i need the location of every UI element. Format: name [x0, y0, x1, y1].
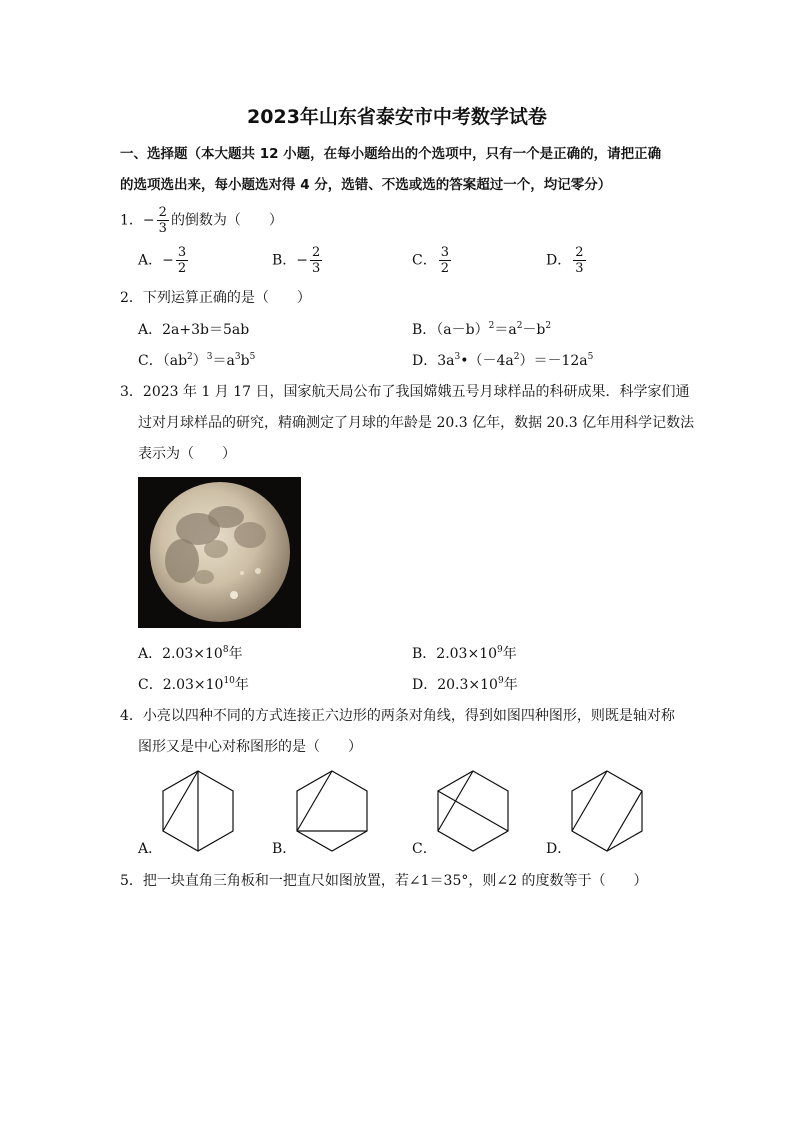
fraction: $\frac{2}{3}$	[312, 245, 321, 276]
fraction: $\frac{3}{2}$	[440, 245, 449, 276]
fraction: $\frac{2}{3}$	[158, 205, 167, 236]
section-header-line-1: 一、选择题（本大题共 12 小题，在每小题给出的个选项中，只有一个是正确的，请把正确	[120, 146, 662, 162]
q1-option-a[interactable]: A．− $\frac{3}{2}$	[138, 245, 187, 276]
question-4-line-2: 图形又是中心对称图形的是（ ）	[138, 739, 362, 755]
hexagon-figure-a	[160, 768, 240, 852]
q4-option-c[interactable]: C．	[412, 841, 437, 857]
question-text: 下列运算正确的是（ ）	[142, 290, 311, 306]
q3-option-b[interactable]: B．$2.03\times 10^9$年	[412, 645, 517, 662]
q2-option-a[interactable]: A．2a+3b＝5ab	[138, 322, 250, 338]
q4-option-b[interactable]: B．	[272, 841, 297, 857]
q1-option-d[interactable]: D． $\frac{2}{3}$	[546, 245, 584, 276]
question-text: 把一块直角三角板和一把直尺如图放置，若∠1＝35°，则∠2 的度数等于（ ）	[142, 873, 648, 889]
question-text: 的倒数为（ ）	[170, 212, 283, 229]
hexagon-figure-c	[435, 768, 515, 852]
question-number: 4．	[120, 708, 143, 724]
question-1	[120, 206, 283, 235]
question-3-line-1: 3．2023 年 1 月 17 日，国家航天局公布了我国嫦娥五号月球样品的科研成果．科学家们通	[120, 384, 690, 400]
fraction: $\frac{3}{2}$	[177, 245, 187, 276]
q3-option-c[interactable]: C．$2.03\times 10^{10}$年	[138, 676, 249, 693]
q1-option-b[interactable]: B．− $\frac{2}{3}$	[272, 245, 321, 276]
question-number: 5．	[120, 873, 143, 889]
hexagon-figure-d	[569, 768, 649, 852]
q4-option-a[interactable]: A．	[138, 841, 163, 857]
section-header-line-2: 的选项选出来，每小题选对得 4 分，选错、不选或选的答案超过一个，均记零分）	[120, 177, 612, 193]
question-number: 3．	[120, 384, 143, 400]
q4-option-d[interactable]: D．	[546, 841, 572, 857]
question-3-line-3: 表示为（ ）	[138, 446, 236, 462]
hexagon-figure-b	[294, 768, 374, 852]
q3-option-a[interactable]: A．$2.03\times 10^8$年	[138, 645, 243, 662]
q3-option-d[interactable]: D．$20.3\times 10^9$年	[412, 676, 518, 693]
page-title: 2023年山东省泰安市中考数学试卷	[247, 106, 547, 128]
question-number: 2．	[120, 290, 143, 306]
moon-graphic	[138, 477, 301, 628]
moon-image	[138, 477, 301, 628]
q2-option-c[interactable]: C．$(ab^2)^3=a^3b^5$	[138, 352, 256, 369]
q1-option-c[interactable]: C． $\frac{3}{2}$	[412, 245, 449, 276]
question-5	[120, 874, 647, 888]
question-2	[120, 291, 311, 305]
question-number: 1．	[120, 212, 143, 229]
fraction: $\frac{2}{3}$	[575, 245, 584, 276]
question-3-line-2: 过对月球样品的研究，精确测定了月球的年龄是 20.3 亿年，数据 20.3 亿年用科学记数法	[138, 415, 695, 431]
minus-sign: −	[142, 212, 155, 229]
q2-option-d[interactable]: D．$3a^3•(-4a^2)=-12a^5$	[412, 352, 594, 369]
q2-option-b[interactable]: B．$(a-b)^2=a^2-b^2$	[412, 321, 552, 338]
question-4-line-1: 4．小亮以四种不同的方式连接正六边形的两条对角线，得到如图四种图形，则既是轴对称	[120, 708, 675, 724]
